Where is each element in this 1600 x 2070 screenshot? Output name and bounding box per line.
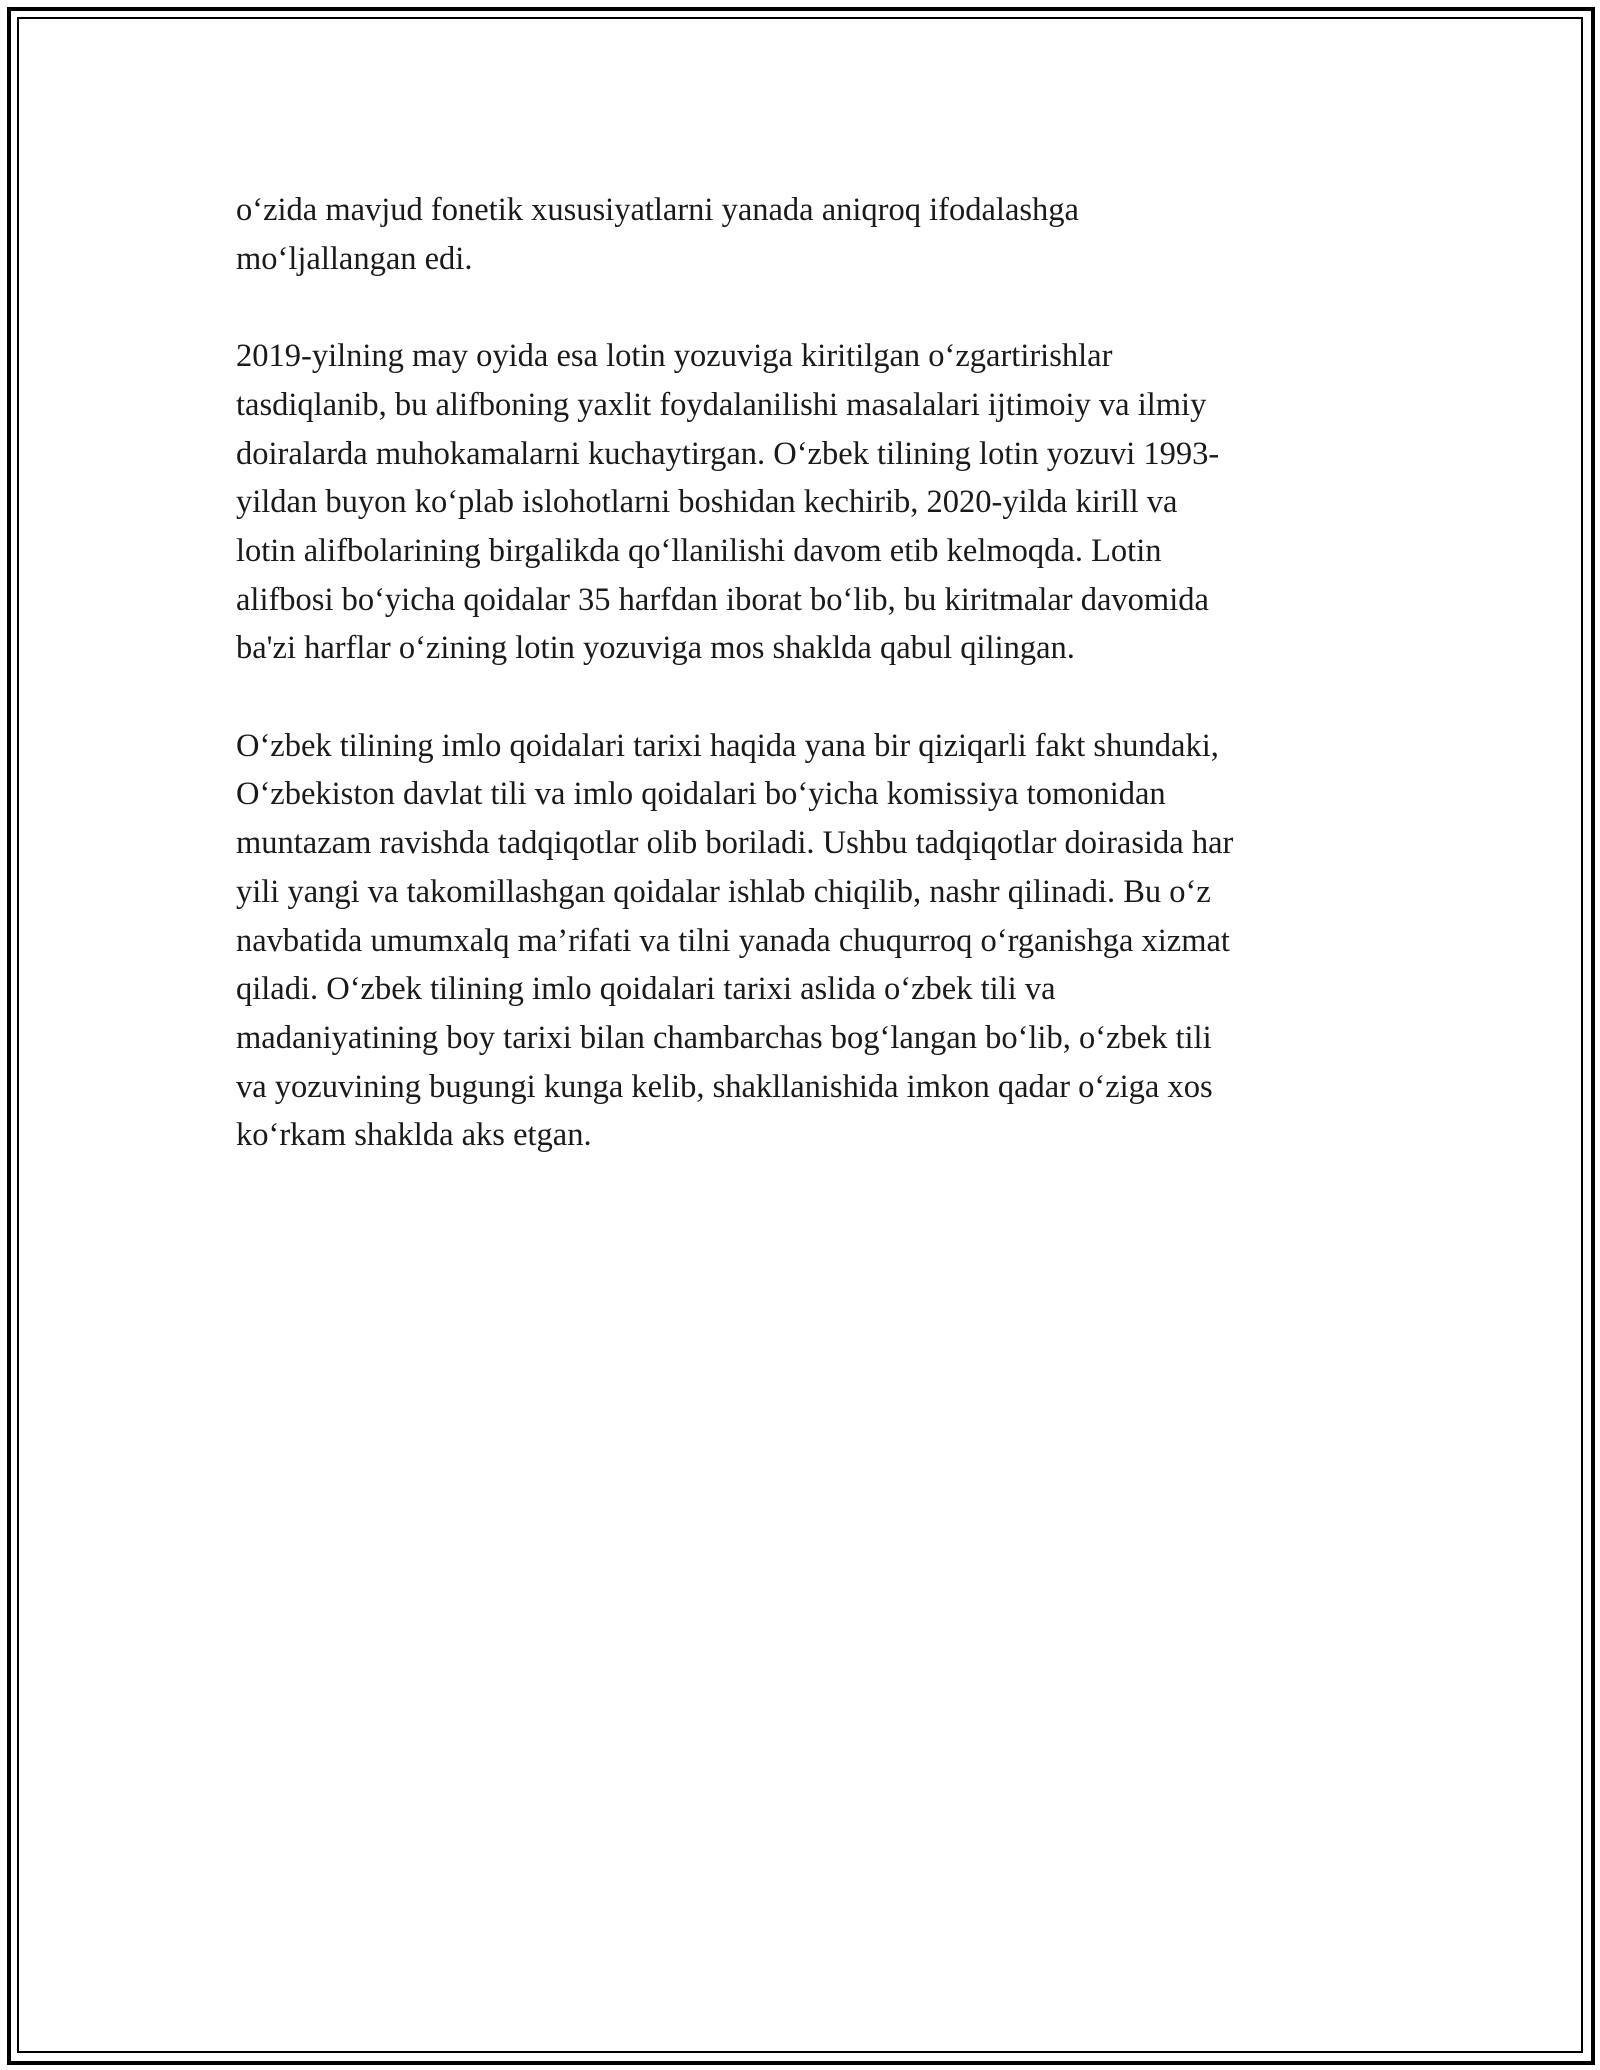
document-body	[236, 186, 1386, 1209]
paragraph-2: 2019-yilning may oyida esa lotin yozuviga kiritilgan o‘zgartirishlar tasdiqlanib, bu alifboning yaxlit foydalanilishi masalalari ijtimoiy va ilmiy doiralarda muhokamalarni kuchaytirgan. O‘zbek tilining lotin yozuvi 1993- yildan buyon ko‘plab islohotlarni boshidan kechirib, 2020-yilda kirill va lotin alifbolarining birgalikda qo‘llanilishi davom etib kelmoqda. Lotin alifbosi bo‘yicha qoidalar 35 harfdan iborat bo‘lib, bu kiritmalar davomida ba'zi harflar o‘zining lotin yozuviga mos shaklda qabul qilingan.	[236, 338, 1220, 667]
paragraph-1: o‘zida mavjud fonetik xususiyatlarni yanada aniqroq ifodalashga mo‘ljallangan edi.	[236, 192, 1079, 277]
paragraph-3: O‘zbek tilining imlo qoidalari tarixi haqida yana bir qiziqarli fakt shundaki, O‘zbekiston davlat tili va imlo qoidalari bo‘yicha komissiya tomonidan muntazam ravishda tadqiqotlar olib boriladi. Ushbu tadqiqotlar doirasida har yili yangi va takomillashgan qoidalar ishlab chiqilib, nashr qilinadi. Bu o‘z navbatida umumxalq ma’rifati va tilni yanada chuqurroq o‘rganishga xizmat qiladi. O‘zbek tilining imlo qoidalari tarixi aslida o‘zbek tili va madaniyatining boy tarixi bilan chambarchas bog‘langan bo‘lib, o‘zbek tili va yozuvining bugungi kunga kelib, shakllanishida imkon qadar o‘ziga xos ko‘rkam shaklda aks etgan.	[236, 727, 1234, 1154]
